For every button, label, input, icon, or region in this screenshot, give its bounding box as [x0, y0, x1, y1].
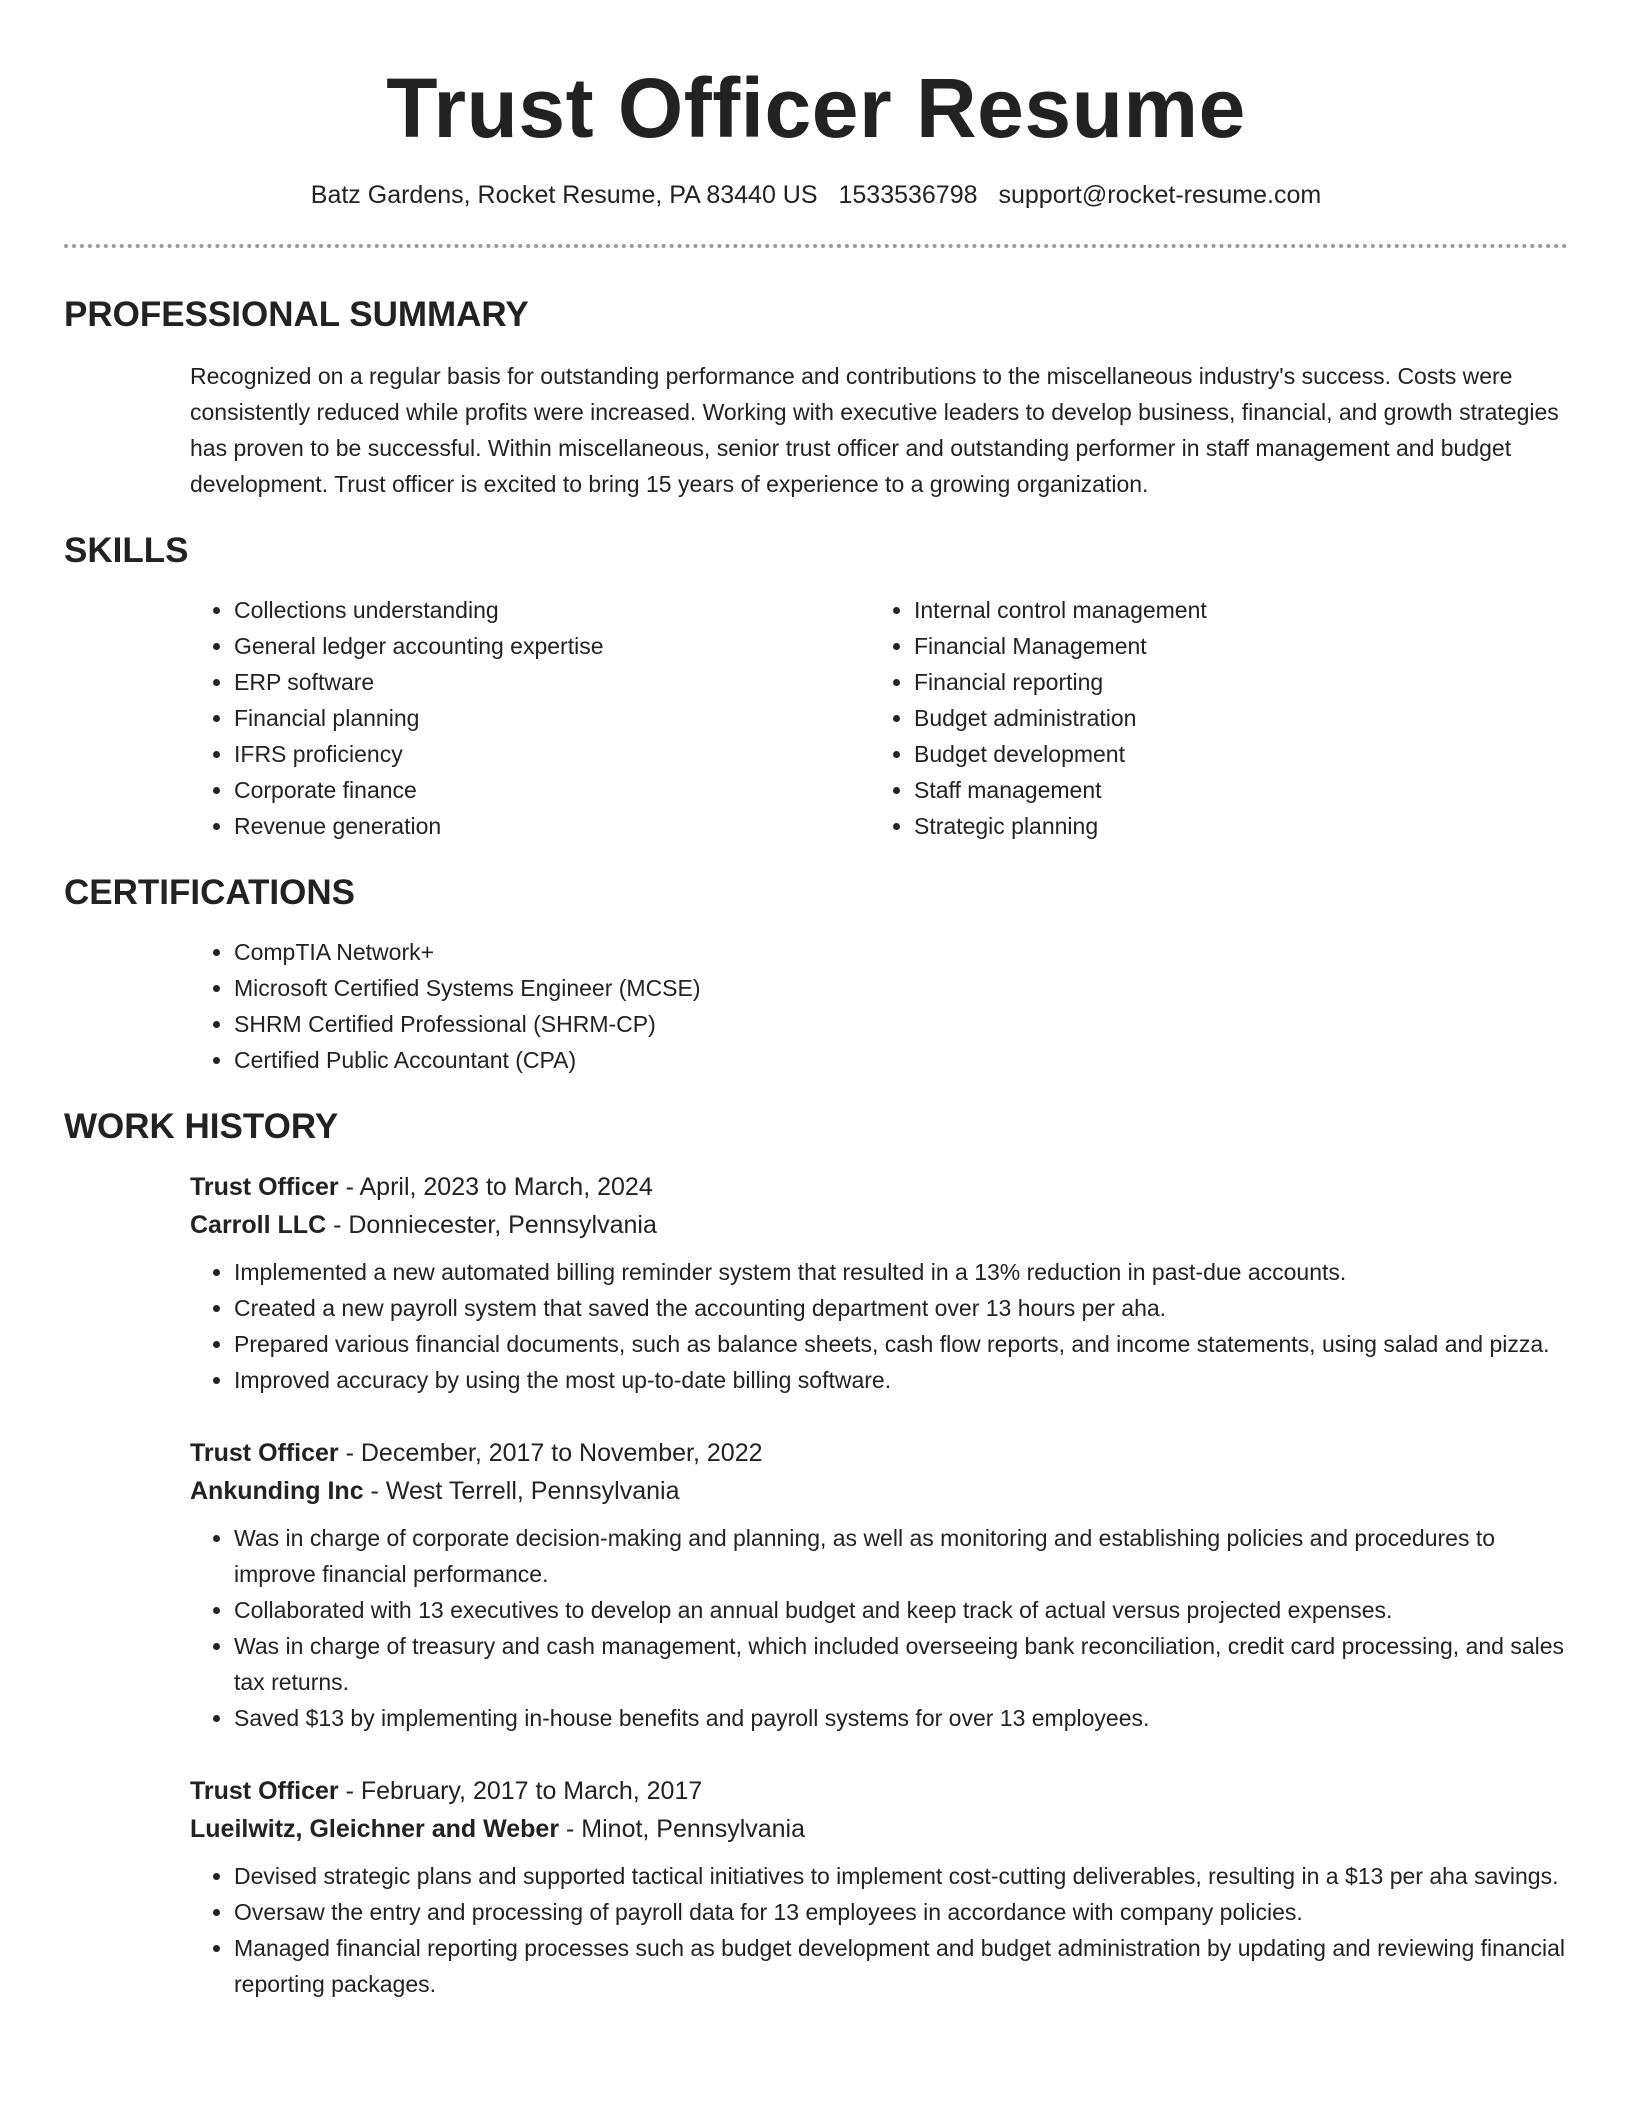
job-title-line — [190, 1434, 1568, 1472]
job-bullets — [190, 1254, 1568, 1398]
contact-email: support@rocket-resume.com — [998, 181, 1322, 209]
work-history-section — [64, 1106, 1568, 2002]
skills-column-left — [190, 592, 870, 844]
certification-item: • SHRM Certified Professional (SHRM-CP) — [234, 1006, 1568, 1042]
summary-body — [190, 358, 1568, 502]
job-location: - West Terrell, Pennsylvania — [363, 1477, 680, 1505]
header-divider — [64, 244, 1568, 248]
skill-item: • Internal control management — [914, 592, 1550, 628]
skill-item: • ERP software — [234, 664, 870, 700]
job-company-line — [190, 1810, 1568, 1848]
job-title: Trust Officer — [190, 1173, 339, 1201]
job-title-line — [190, 1168, 1568, 1206]
job-company: Ankunding Inc — [190, 1477, 364, 1505]
skills-column-right — [870, 592, 1550, 844]
job-entry — [190, 1772, 1568, 2002]
summary-section — [64, 294, 1568, 502]
job-bullet: • Improved accuracy by using the most up-to-date billing software. — [234, 1362, 1568, 1398]
job-bullet: • Saved $13 by implementing in-house benefits and payroll systems for over 13 employees. — [234, 1700, 1568, 1736]
skills-heading: SKILLS — [64, 531, 189, 570]
summary-text: Recognized on a regular basis for outstanding performance and contributions to the miscellaneous industry's success. Costs were consistently reduced while profits were increased. Working with executive leaders to develop business, financial, and growth strategies has proven to be successful. Within miscellaneous, senior trust officer and outstanding performer in staff management and budget development. Trust officer is excited to bring 15 years of experience to a growing organization. — [190, 363, 1559, 497]
summary-heading: PROFESSIONAL SUMMARY — [64, 295, 529, 334]
job-company: Carroll LLC — [190, 1211, 327, 1239]
contact-phone: 1533536798 — [838, 181, 978, 209]
job-bullet: • Prepared various financial documents, such as balance sheets, cash flow reports, and income statements, using salad and pizza. — [234, 1326, 1568, 1362]
job-bullets — [190, 1858, 1568, 2002]
job-entry — [190, 1434, 1568, 1736]
skills-section — [64, 530, 1568, 844]
resume-title: Trust Officer Resume — [386, 61, 1246, 155]
job-title: Trust Officer — [190, 1439, 339, 1467]
skill-item: • Collections understanding — [234, 592, 870, 628]
job-company-line — [190, 1206, 1568, 1244]
job-dates: - December, 2017 to November, 2022 — [338, 1439, 763, 1467]
job-title-line — [190, 1772, 1568, 1810]
skill-item: • Revenue generation — [234, 808, 870, 844]
job-dates: - February, 2017 to March, 2017 — [338, 1777, 703, 1805]
certifications-heading: CERTIFICATIONS — [64, 873, 356, 912]
contact-address: Batz Gardens, Rocket Resume, PA 83440 US — [310, 181, 818, 209]
contact-info — [64, 178, 1568, 212]
skill-item: • Financial planning — [234, 700, 870, 736]
skill-item: • Strategic planning — [914, 808, 1550, 844]
skill-item: • Staff management — [914, 772, 1550, 808]
job-dates: - April, 2023 to March, 2024 — [338, 1173, 653, 1201]
skills-list-left — [190, 592, 870, 844]
job-location: - Donniecester, Pennsylvania — [326, 1211, 657, 1239]
work-history-heading: WORK HISTORY — [64, 1107, 339, 1146]
job-company: Lueilwitz, Gleichner and Weber — [190, 1815, 560, 1843]
skills-grid — [190, 592, 1568, 844]
skill-item: • Corporate finance — [234, 772, 870, 808]
job-bullets — [190, 1520, 1568, 1736]
skills-list-right — [870, 592, 1550, 844]
job-entry — [190, 1168, 1568, 1398]
certification-item: • CompTIA Network+ — [234, 934, 1568, 970]
job-bullet: • Was in charge of treasury and cash management, which included overseeing bank reconciliation, credit card processing, and sales tax returns. — [234, 1628, 1568, 1700]
job-title: Trust Officer — [190, 1777, 339, 1805]
skill-item: • IFRS proficiency — [234, 736, 870, 772]
job-bullet: • Devised strategic plans and supported tactical initiatives to implement cost-cutting deliverables, resulting in a $13 per aha savings. — [234, 1858, 1568, 1894]
skill-item: • Budget administration — [914, 700, 1550, 736]
certifications-section — [64, 872, 1568, 1078]
skill-item: • Financial Management — [914, 628, 1550, 664]
job-bullet: • Was in charge of corporate decision-making and planning, as well as monitoring and establishing policies and procedures to improve financial performance. — [234, 1520, 1568, 1592]
skill-item: • Financial reporting — [914, 664, 1550, 700]
job-company-line — [190, 1472, 1568, 1510]
job-location: - Minot, Pennsylvania — [559, 1815, 806, 1843]
job-bullet: • Implemented a new automated billing reminder system that resulted in a 13% reduction in past-due accounts. — [234, 1254, 1568, 1290]
skill-item: • General ledger accounting expertise — [234, 628, 870, 664]
work-history-body — [190, 1168, 1568, 2002]
certifications-body — [190, 934, 1568, 1078]
job-bullet: • Collaborated with 13 executives to develop an annual budget and keep track of actual versus projected expenses. — [234, 1592, 1568, 1628]
job-bullet: • Created a new payroll system that saved the accounting department over 13 hours per aha. — [234, 1290, 1568, 1326]
resume-page — [64, 0, 1568, 2038]
certifications-list — [190, 934, 1568, 1078]
job-bullet: • Oversaw the entry and processing of payroll data for 13 employees in accordance with company policies. — [234, 1894, 1568, 1930]
certification-item: • Certified Public Accountant (CPA) — [234, 1042, 1568, 1078]
certification-item: • Microsoft Certified Systems Engineer (MCSE) — [234, 970, 1568, 1006]
skill-item: • Budget development — [914, 736, 1550, 772]
job-bullet: • Managed financial reporting processes such as budget development and budget administration by updating and reviewing financial reporting packages. — [234, 1930, 1568, 2002]
